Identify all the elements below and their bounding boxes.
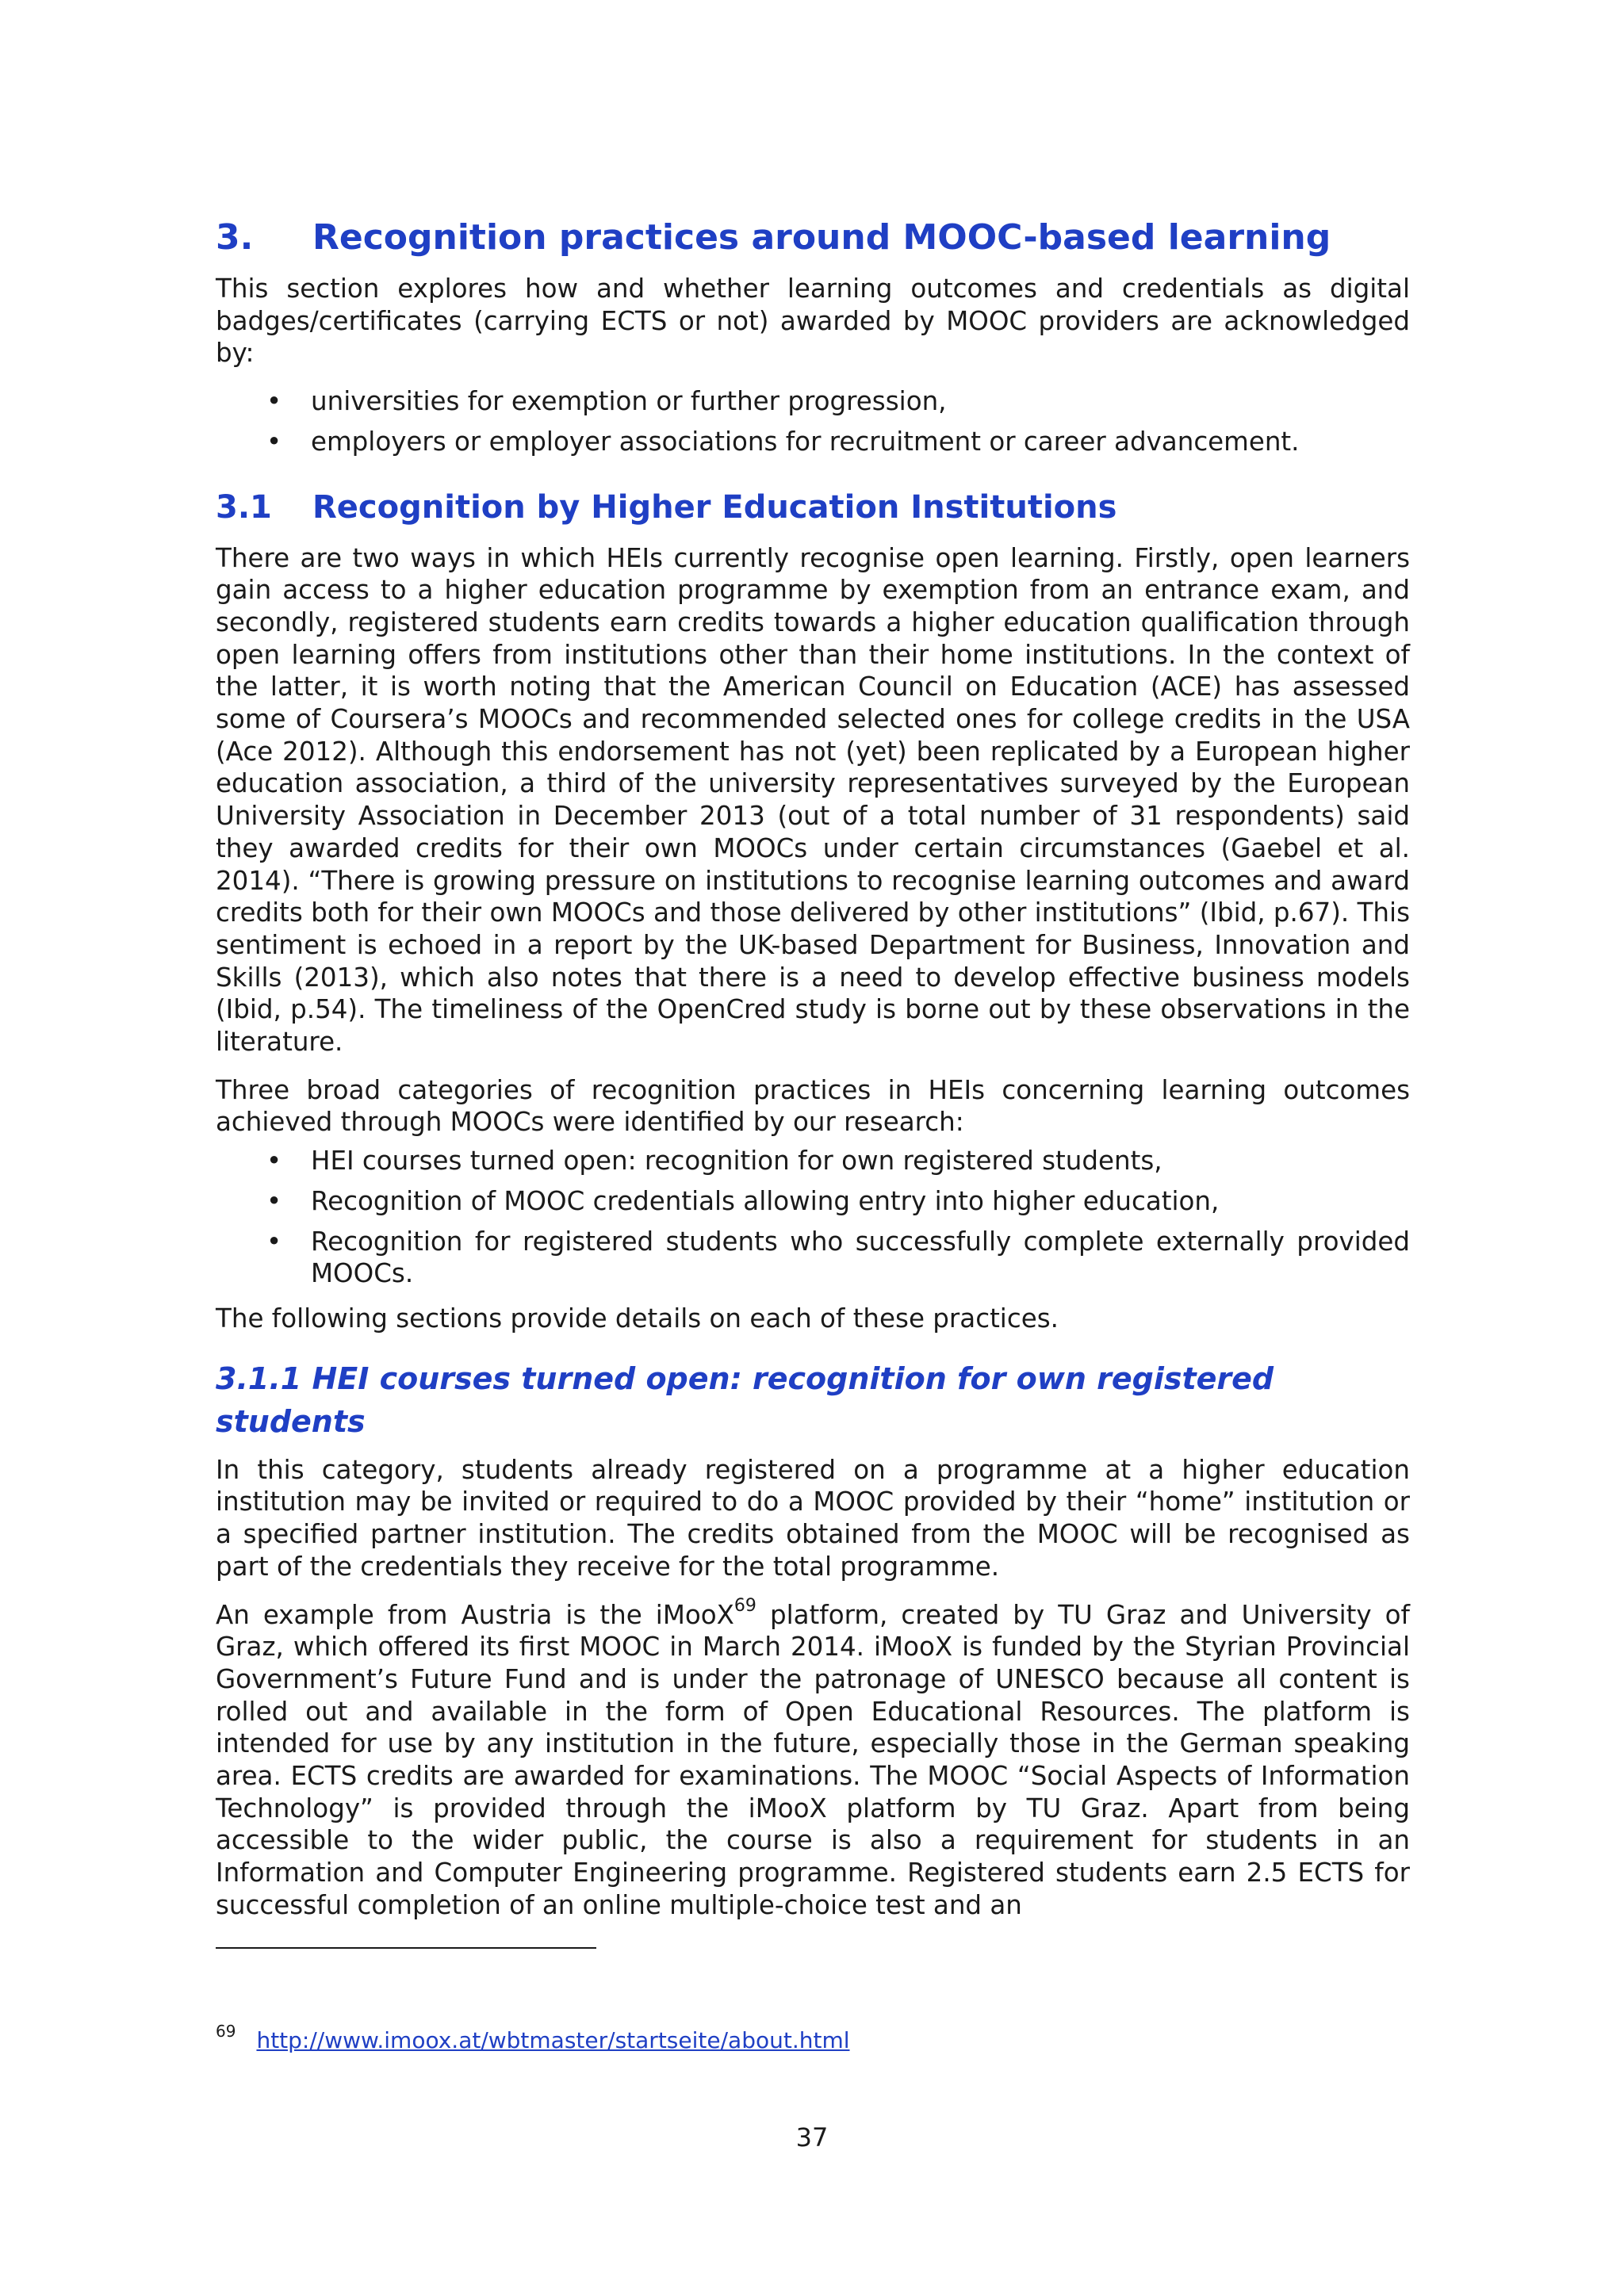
categories-bullet-list — [216, 1145, 1410, 1290]
subsection-heading — [216, 485, 1410, 530]
paragraph — [216, 1595, 1410, 1922]
section-intro: This section explores how and whether learning outcomes and credentials as digital badges/certificates (carrying ECTS or not) awarded by MOOC providers are acknowledged by: — [216, 274, 1410, 369]
section-title: Recognition practices around MOOC-based learning — [312, 217, 1331, 258]
footnote-reference[interactable]: 69 — [733, 1595, 756, 1616]
subsubsection-number: 3.1.1 — [216, 1360, 302, 1396]
list-item: • employers or employer associations for recruitment or career advancement. — [216, 426, 1410, 458]
footnote-link[interactable]: http://www.imoox.at/wbtmaster/startseite/about.html — [256, 2027, 850, 2053]
paragraph: The following sections provide details on each of these practices. — [216, 1303, 1059, 1334]
list-item: • Recognition for registered students who successfully complete externally provided MOOCs. — [216, 1226, 1410, 1290]
footnote — [216, 2022, 850, 2055]
subsubsection-title: HEI courses turned open: recognition for own registered students — [216, 1360, 1274, 1439]
section-heading — [216, 214, 1410, 262]
paragraph: There are two ways in which HEIs currently recognise open learning. Firstly, open learners gain access to a higher education programme by exemption from an entrance exam, and secondly, registered students earn credits towards a higher education qualification through open learning offers from institutions other than their home institutions. In the context of the latter, it is worth noting that the American Council on Education (ACE) has assessed some of Coursera’s MOOCs and recommended selected ones for college credits in the USA (Ace 2012). Although this endorsement has not (yet) been replicated by a European higher education association, a third of the university representatives surveyed by the European University Association in December 2013 (out of a total number of 31 respondents) said they awarded credits for their own MOOCs under certain circumstances (Gaebel et al. 2014). “There is growing pressure on institutions to recognise learning outcomes and award credits both for their own MOOCs and those delivered by other institutions” (Ibid, p.67). This sentiment is echoed in a report by the UK-based Department for Business, Innovation and Skills (2013), which also notes that there is a need to develop effective business models (Ibid, p.54). The timeliness of the OpenCred study is borne out by these observations in the literature. — [216, 542, 1410, 1058]
list-item: • HEI courses turned open: recognition for own registered students, — [216, 1145, 1410, 1177]
subsubsection-heading — [216, 1357, 1410, 1443]
footnote-number: 69 — [216, 2022, 236, 2041]
subsection-number: 3.1 — [216, 488, 272, 526]
paragraph-text: platform, created by TU Graz and University of Graz, which offered its first MOOC in March 2014. iMooX is funded by the Styrian Provincial Government’s Future Fund and is under the patronage of UNESCO because all content is rolled out and available in the form of Open Educational Resources. The platform is intended for use by any institution in the future, especially those in the German speaking area. ECTS credits are awarded for examinations. The MOOC “Social Aspects of Information Technology” is provided through the iMooX platform by TU Graz. Apart from being accessible to the wider public, the course is also a requirement for students in an Information and Computer Engineering programme. Registered students earn 2.5 ECTS for successful completion of an online multiple-choice test and an — [216, 1599, 1410, 1920]
page-body — [216, 214, 1410, 1938]
paragraph: In this category, students already registered on a programme at a higher education institution may be invited or required to do a MOOC provided by their “home” institution or a specified partner institution. The credits obtained from the MOOC will be recognised as part of the credentials they receive for the total programme. — [216, 1454, 1410, 1582]
list-item: • universities for exemption or further progression, — [216, 385, 1410, 418]
list-item: • Recognition of MOOC credentials allowing entry into higher education, — [216, 1185, 1410, 1218]
section-bullet-list — [216, 385, 1410, 457]
footnote-divider — [216, 1947, 596, 1949]
paragraph: Three broad categories of recognition practices in HEIs concerning learning outcomes achieved through MOOCs were identified by our research: — [216, 1074, 1410, 1138]
section-number: 3. — [216, 217, 254, 258]
subsection-title: Recognition by Higher Education Institutions — [312, 488, 1117, 526]
page-number: 37 — [795, 2122, 829, 2152]
paragraph-text: An example from Austria is the iMooX — [216, 1599, 734, 1630]
